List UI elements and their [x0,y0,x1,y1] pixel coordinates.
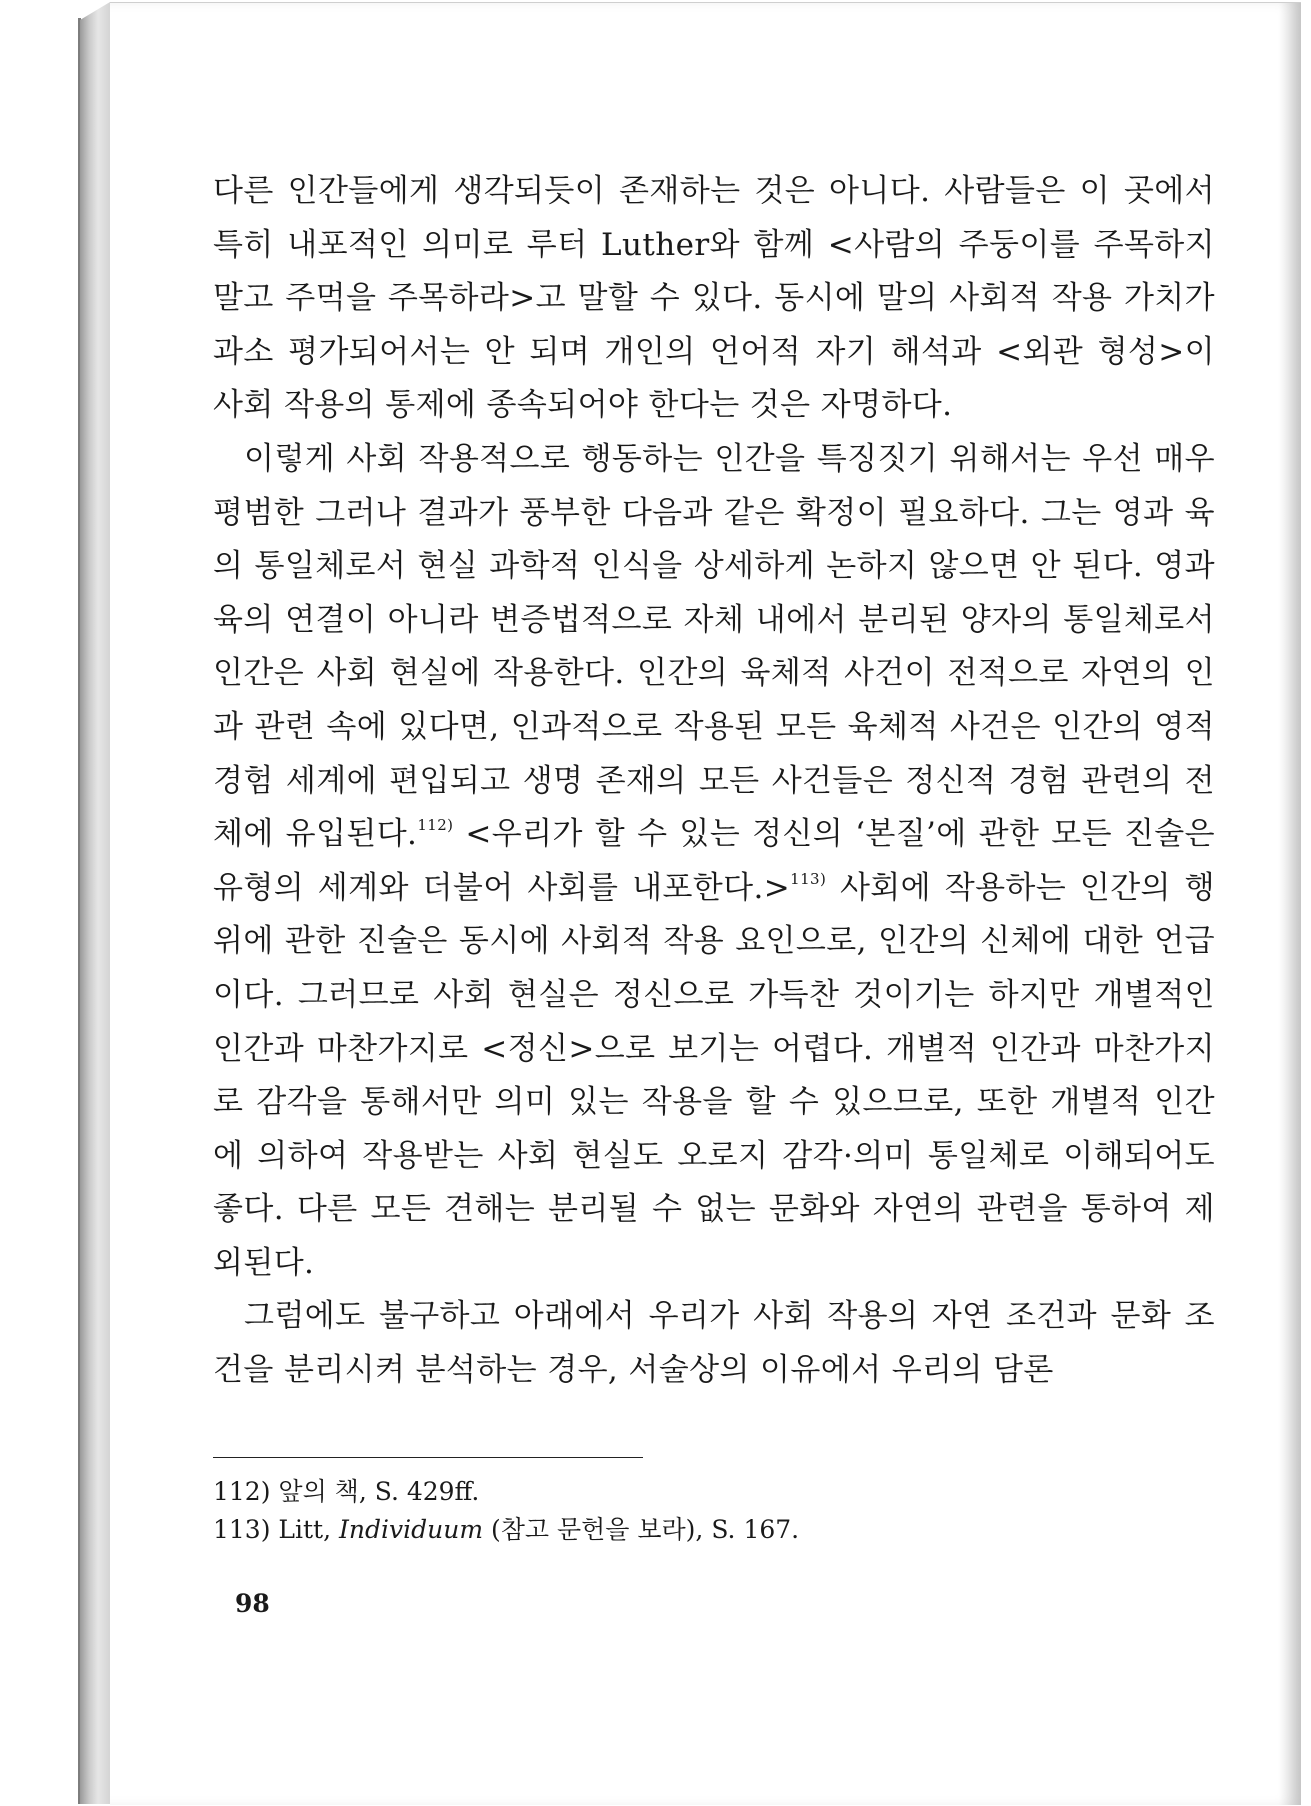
book-edge [80,2,110,1804]
page-edge-shading [1279,3,1301,1805]
footnote-text: (참고 문헌을 보라), S. 167. [483,1515,800,1544]
footnote-reference: 113) [790,869,827,888]
footnotes [213,1473,1113,1549]
footnote-title: Individuum [339,1515,484,1544]
paragraph [213,433,1215,1291]
footnote [213,1473,1113,1511]
paragraph-text: 다른 인간들에게 생각되듯이 존재하는 것은 아니다. 사람들은 이 곳에서 특히 내포적인 의미로 루터 Luther와 함께 <사람의 주둥이를 주목하지 말고 주먹을 주목하라>고 말할 수 있다. 동시에 말의 사회적 작용 가치가 과소 평가되어서는 안 되며 개인의 언어적 자기 해석과 <외관 형성>이 사회 작용의 통제에 종속되어야 한다는 것은 자명하다. [213,173,1215,424]
footnote-text: 112) 앞의 책, S. 429ff. [213,1477,480,1506]
page-number: 98 [235,1589,270,1618]
footnote-reference: 112) [417,816,454,835]
paragraph-text: <우리가 할 수 있는 정신의 ‘본질’에 관한 모든 진술은 유형의 세계와 더불어 사회를 내포한다.> [213,816,1215,906]
paragraph-text: 그럼에도 불구하고 아래에서 우리가 사회 작용의 자연 조건과 문화 조건을 분리시켜 분석하는 경우, 서술상의 이유에서 우리의 담론 [213,1298,1215,1389]
book-page [110,2,1301,1805]
footnote [213,1511,1113,1549]
paragraph [213,165,1215,433]
footnote-text: 113) Litt, [213,1515,340,1544]
body-text [213,165,1215,1398]
footnote-rule [213,1457,643,1458]
paragraph-text: 사회에 작용하는 인간의 행위에 관한 진술은 동시에 사회적 작용 요인으로, 인간의 신체에 대한 언급이다. 그러므로 사회 현실은 정신으로 가득찬 것이기는 하지만 개별적인 인간과 마찬가지로 <정신>으로 보기는 어렵다. 개별적 인간과 마찬가지로 감각을 통해서만 의미 있는 작용을 할 수 있으므로, 또한 개별적 인간에 의하여 작용받는 사회 현실도 오로지 감각·의미 통일체로 이해되어도 좋다. 다른 모든 견해는 분리될 수 없는 문화와 자연의 관련을 통하여 제외된다. [213,869,1215,1281]
paragraph-text: 이렇게 사회 작용적으로 행동하는 인간을 특징짓기 위해서는 우선 매우 평범한 그러나 결과가 풍부한 다음과 같은 확정이 필요하다. 그는 영과 육의 통일체로서 현실 과학적 인식을 상세하게 논하지 않으면 안 된다. 영과 육의 연결이 아니라 변증법적으로 자체 내에서 분리된 양자의 통일체로서 인간은 사회 현실에 작용한다. 인간의 육체적 사건이 전적으로 자연의 인과 관련 속에 있다면, 인과적으로 작용된 모든 육체적 사건은 인간의 영적 경험 세계에 편입되고 생명 존재의 모든 사건들은 정신적 경험 관련의 전체에 유입된다. [213,440,1215,853]
paragraph [213,1290,1215,1397]
